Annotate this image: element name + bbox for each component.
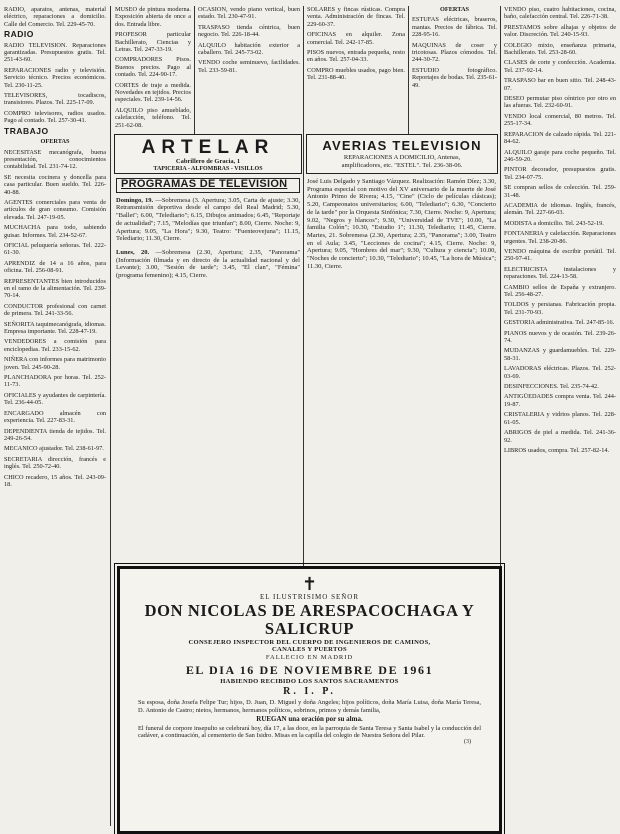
- classified-ad: OFICIAL peluquería señoras. Tel. 222-61-30.: [4, 241, 106, 257]
- classified-ad: VENDO máquina de escribir portátil. Tel. 250-97-41.: [504, 247, 616, 263]
- notice-funeral: El funeral de corpore insepulto se celebrará hoy, día 17, a las doce, en la parroquia de Santa Teresa y Santa Isabel y la conducción del cadáver, a continuación, al cementerio de San Isidro. Misas en la capilla del colegio de Nuestra Señora del Pilar.: [138, 724, 481, 740]
- classified-ad: RADIO, aparatos, antenas, material eléctrico, reparaciones a domicilio. Calle del Comercio. Tel. 229-45-70.: [4, 6, 106, 28]
- classified-ad: MUSEO de pintura moderna. Exposición abierta de once a dos. Entrada libre.: [115, 6, 191, 28]
- notice-family: Su esposa, doña Josefa Felipe Tur; hijos, D. Juan, D. Miguel y doña Angeles; hijos políticos, doña María Luisa, doña María Teresa, D. Antonio de Castro; nietos, hermanos, hermanos políticos, sobrinos, primos y demás familia,: [138, 699, 481, 714]
- classified-ad: MUDANZAS y guardamuebles. Tel. 229-58-31.: [504, 347, 616, 362]
- classified-ad: PINTOR decorador, presupuestos gratis. Tel. 234-07-75.: [504, 166, 616, 181]
- tv-programs-column-b: [307, 178, 496, 560]
- classified-ad: VENDO piso, cuatro habitaciones, cocina, baño, calefacción central. Tel. 226-71-38.: [504, 6, 616, 21]
- classified-ad: FONTANERIA y calefacción. Reparaciones urgentes. Tel. 238-20-86.: [504, 230, 616, 245]
- section-heading-radio: RADIO: [4, 29, 34, 40]
- tv-programs-column-a: [116, 178, 300, 560]
- classified-ad: TOLDOS y persianas. Fabricación propia. Tel. 231-70-93.: [504, 301, 616, 316]
- classified-ad: TRASPASO bar en buen sitio. Tel. 248-43-07.: [504, 77, 616, 92]
- classified-ad: ELECTRICISTA instalaciones y reparaciones. Tel. 224-13-58.: [504, 265, 616, 281]
- classified-ad: NECESITASE mecanógrafa, buena presentación, conocimientos contabilidad. Tel. 231-74-12.: [4, 148, 106, 171]
- tv-programs-title: PROGRAMAS DE TELEVISION: [121, 178, 288, 190]
- classified-ad: SECRETARIA dirección, francés e inglés. Tel. 250-72-40.: [4, 455, 106, 471]
- classified-ad: MECANICO ajustador. Tel. 238-61-97.: [4, 445, 104, 453]
- classified-ad: MODISTA a domicilio. Tel. 243-52-19.: [504, 219, 604, 227]
- classifieds-column-1: [4, 6, 106, 828]
- classified-ad: ALQUILO habitación exterior a caballero. Tel. 245-73-02.: [198, 41, 300, 57]
- notice-ruegan: RUEGAN una oración por su alma.: [256, 714, 363, 723]
- classified-ad: ANTIGÜEDADES compra venta. Tel. 244-19-87.: [504, 393, 616, 408]
- artelar-products: TAPICERIA - ALFOMBRAS - VISILLOS: [153, 165, 263, 172]
- classified-ad: ALQUILO garaje para coche pequeño. Tel. 246-59-20.: [504, 148, 616, 163]
- artelar-title: ARTELAR: [141, 137, 275, 158]
- classified-ad: VENDEDORES a comisión para enciclopedias. Tel. 233-15-62.: [4, 338, 106, 353]
- classified-ad: VENDO coche seminuevo, facilidades. Tel. 233-59-81.: [198, 59, 300, 74]
- classified-ad: MAQUINAS de coser y tricotosas. Plazos cómodos. Tel. 244-30-72.: [412, 41, 497, 64]
- program-day-label: Domingo, 19.: [116, 196, 154, 204]
- notice-reference: (3): [464, 739, 471, 746]
- averias-title: AVERIAS TELEVISION: [322, 138, 482, 153]
- classified-ad: SE compran sellos de colección. Tel. 259-31-48.: [504, 184, 616, 199]
- classified-ad: OCASION, vendo piano vertical, buen estado. Tel. 230-47-91.: [198, 6, 300, 21]
- averias-television-ad: [306, 134, 498, 174]
- classified-ad: ENCARGADO almacén con experiencia. Tel. 227-83-31.: [4, 409, 106, 425]
- classified-ad: OFICINAS en alquiler. Zona comercial. Tel. 242-17-85.: [307, 31, 405, 46]
- notice-intro: EL ILUSTRISIMO SEÑOR: [259, 593, 360, 601]
- classified-ad: ALQUILO piso amueblado, calefacción, teléfono. Tel. 251-62-08.: [115, 106, 191, 129]
- program-listing: —Sobremesa (2.30, Apertura; 2.35, "Panorama" (Información filmada y en directo de la actualidad nacional y del Levante); 3.00, "Sesión de tarde"; 3.45, "El clan", "Fémina" (programa femenino); 4.15, Cierre.: [116, 248, 300, 280]
- classified-ad: ABRIGOS de piel a medida. Tel. 241-36-92.: [504, 429, 616, 444]
- classified-ad: NIÑERA con informes para matrimonio joven. Tel. 245-90-28.: [4, 356, 106, 371]
- section-heading-trabajo: TRABAJO: [4, 125, 49, 136]
- column-rule: [408, 6, 409, 136]
- classifieds-column-5: [412, 6, 497, 134]
- deceased-name: DON NICOLAS DE ARESPACOCHAGA Y SALICRUP: [144, 601, 475, 638]
- column-rule: [110, 6, 111, 826]
- averias-line-1: REPARACIONES A DOMICILIO, Antenas,: [343, 154, 461, 161]
- classifieds-column-2: [115, 6, 191, 134]
- classified-ad: REPRESENTANTES bien introducidos en el ramo de la alimentación. Tel. 239-70-14.: [4, 277, 106, 300]
- classified-ad: MUCHACHA para todo, sabiendo guisar. Informes. Tel. 234-52-67.: [4, 224, 106, 239]
- classified-ad: ESTUDIO fotográfico. Reportajes de bodas. Tel. 235-61-49.: [412, 66, 497, 89]
- classified-ad: DEPENDIENTA tienda de tejidos. Tel. 249-26-54.: [4, 427, 106, 442]
- classified-ad: CHICO recadero, 15 años. Tel. 243-09-18.: [4, 473, 106, 488]
- deceased-position: CONSEJERO INSPECTOR DEL CUERPO DE INGENIEROS DE CAMINOS,: [188, 639, 431, 646]
- classified-ad: DESINFECCIONES. Tel. 235-74-42.: [504, 383, 599, 391]
- classified-ad: PISOS nuevos, entrada pequeña, resto en años. Tel. 257-04-33.: [307, 49, 405, 64]
- classifieds-column-3: [198, 6, 300, 134]
- classified-ad: LIBROS usados, compra. Tel. 257-82-14.: [504, 446, 610, 454]
- averias-line-2: amplificadores, etc. "ESTEL". Tel. 236-38-06.: [341, 161, 463, 169]
- classified-ad: COMPRO muebles usados, pago bien. Tel. 231-88-40.: [307, 66, 405, 82]
- classified-ad: DESEO permutar piso céntrico por otro en las afueras. Tel. 232-60-91.: [504, 95, 616, 110]
- classifieds-column-6: [504, 6, 616, 828]
- classified-ad: SEÑORITA taquimecanógrafa, idiomas. Empresa importante. Tel. 228-47-19.: [4, 320, 106, 336]
- subsection-heading: OFERTAS: [439, 6, 470, 13]
- classified-ad: ESTUFAS eléctricas, braseros, mantas. Precios de fábrica. Tel. 228-95-16.: [412, 16, 497, 39]
- classified-ad: SE necesita cocinera y doncella para casa particular. Buen sueldo. Tel. 226-40-88.: [4, 173, 106, 196]
- classified-ad: APRENDIZ de 14 a 16 años, para oficina. Tel. 256-08-91.: [4, 259, 106, 275]
- classified-ad: COMPRADORES Pisos. Buenos precios. Pago al contado. Tel. 224-90-17.: [115, 56, 191, 79]
- program-day-label: Lunes, 20.: [116, 248, 150, 256]
- classified-ad: CORTES de traje a medida. Novedades en tejidos. Precios especiales. Tel. 239-14-56.: [115, 81, 191, 104]
- notice-rip: R. I. P.: [283, 686, 336, 698]
- classified-ad: CLASES de corte y confección. Academia. Tel. 237-92-14.: [504, 59, 616, 74]
- classified-ad: CRISTALERIA y vidrios planos. Tel. 228-61-05.: [504, 411, 616, 426]
- classified-ad: RADIO TELEVISION. Reparaciones garantizadas. Presupuestos gratis. Tel. 251-43-60.: [4, 41, 106, 64]
- classified-ad: PIANOS nuevos y de ocasión. Tel. 239-26-74.: [504, 329, 616, 345]
- death-notice: [117, 566, 502, 834]
- column-rule: [303, 6, 304, 568]
- classified-ad: PLANCHADORA por horas. Tel. 252-11-73.: [4, 374, 106, 389]
- classified-ad: PROFESOR particular Bachillerato, Ciencias y Letras. Tel. 247-33-19.: [115, 31, 191, 54]
- classified-ad: LAVADORAS eléctricas. Plazos. Tel. 252-03-69.: [504, 365, 616, 380]
- classified-ad: SOLARES y fincas rústicas. Compra venta. Administración de fincas. Tel. 229-60-37.: [307, 6, 405, 28]
- program-listing: José Luis Delgado y Santiago Vázquez. Realización: Ramón Díez; 3.30, Programa especial con motivo del XV aniversario de la muerte de José Antonio Primo de Rivera; 4.15, "Cine" (Ciclo de películas clásicas); 5.20, Campeonatos universitarios; 6.00, "Telediario"; 6.30, "Concierto de la tarde" por la Orquesta Sinfónica; 7.30, Cierre. Noche: 9, Apertura; 9.02, "Negros y blancos"; 9.30, "Universidad de TVE"; 10.00, "La familia Colón"; 10.30, "Estudio 1"; 11.30, Telediario; 11.45, Cierre. Martes, 21. Sobremesa (2.30, Apertura; 2.35, "Panorama"; 3.00, Teatro en el Aula; 3.45, "Lecciones de cocina"; 4.15, Cierre. Noche: 9, Apertura; 9.05, "Hombres del mar"; 9.30, "Cultura y ciencia"; 10.00, "Noches de concierto"; 10.30, "Telediario"; 10.45, "La hora de Música"; 11.30, Cierre.: [307, 178, 496, 270]
- notice-sacramentos: HABIENDO RECIBIDO LOS SANTOS SACRAMENTOS: [220, 677, 399, 685]
- notice-date: EL DIA 16 DE NOVIEMBRE DE 1961: [185, 662, 434, 677]
- classified-ad: VENDO local comercial, 80 metros. Tel. 255-17-34.: [504, 112, 616, 128]
- artelar-ad: [114, 134, 302, 174]
- classified-ad: ACADEMIA de idiomas. Inglés, francés, alemán. Tel. 227-66-03.: [504, 201, 616, 217]
- notice-fallecio: FALLECIO EN MADRID: [265, 653, 354, 661]
- classified-ad: CAMBIO sellos de España y extranjero. Tel. 256-48-27.: [504, 283, 616, 298]
- classified-ad: REPARACION de calzado rápida. Tel. 221-84-62.: [504, 130, 616, 146]
- artelar-address: Cabrillero de Gracia, 1: [175, 158, 241, 165]
- program-listing: —Sobremesa (3. Apertura; 3.05, Carta de ajuste; 3.30, Retransmisión deportiva desde el campo del Real Madrid; 5.30, "Ballet"; 6.00, "Telediario"; 6.15, Dibujos animados; 6.45, "Reportaje de actualidad"; 7.15, "Melodías que triunfan"; 8.00, Cierre. Noche: 9, Apertura; 9.05, "La Hora"; 9.30, Teatro: "Fuenteovejuna"; 11.15, Telediario; 11.30, Cierre.: [116, 196, 300, 243]
- classified-ad: AGENTES comerciales para venta de artículos de gran consumo. Comisión elevada. Tel. 247-19-05.: [4, 198, 106, 221]
- subsection-heading: OFERTAS: [40, 138, 70, 146]
- classified-ad: GESTORIA administrativa. Tel. 247-85-16.: [504, 319, 615, 327]
- classified-ad: COLEGIO mixto, enseñanza primaria, Bachillerato. Tel. 253-28-60.: [504, 41, 616, 57]
- classified-ad: CONDUCTOR profesional con carnet de primera. Tel. 241-33-56.: [4, 302, 106, 318]
- tv-programs-title-box: [116, 178, 300, 193]
- classified-ad: REPARACIONES radio y televisión. Servicio técnico. Precios económicos. Tel. 230-11-25.: [4, 66, 106, 89]
- deceased-position-2: CANALES Y PUERTOS: [272, 646, 347, 654]
- classified-ad: OFICIALES y ayudantes de carpintería. Tel. 236-44-05.: [4, 391, 106, 407]
- classified-ad: TELEVISORES, tocadiscos, transistores. Plazos. Tel. 225-17-09.: [4, 92, 106, 107]
- cross-icon: ✝: [301, 574, 318, 594]
- column-rule: [194, 6, 195, 136]
- classified-ad: PRESTAMOS sobre alhajas y objetos de valor. Discreción. Tel. 240-15-93.: [504, 23, 616, 39]
- classified-ad: TRASPASO tienda céntrica, buen negocio. Tel. 226-18-44.: [198, 23, 300, 39]
- classified-ad: COMPRO televisores, radios usados. Pago al contado. Tel. 257-30-41.: [4, 109, 106, 125]
- classifieds-column-4: [307, 6, 405, 134]
